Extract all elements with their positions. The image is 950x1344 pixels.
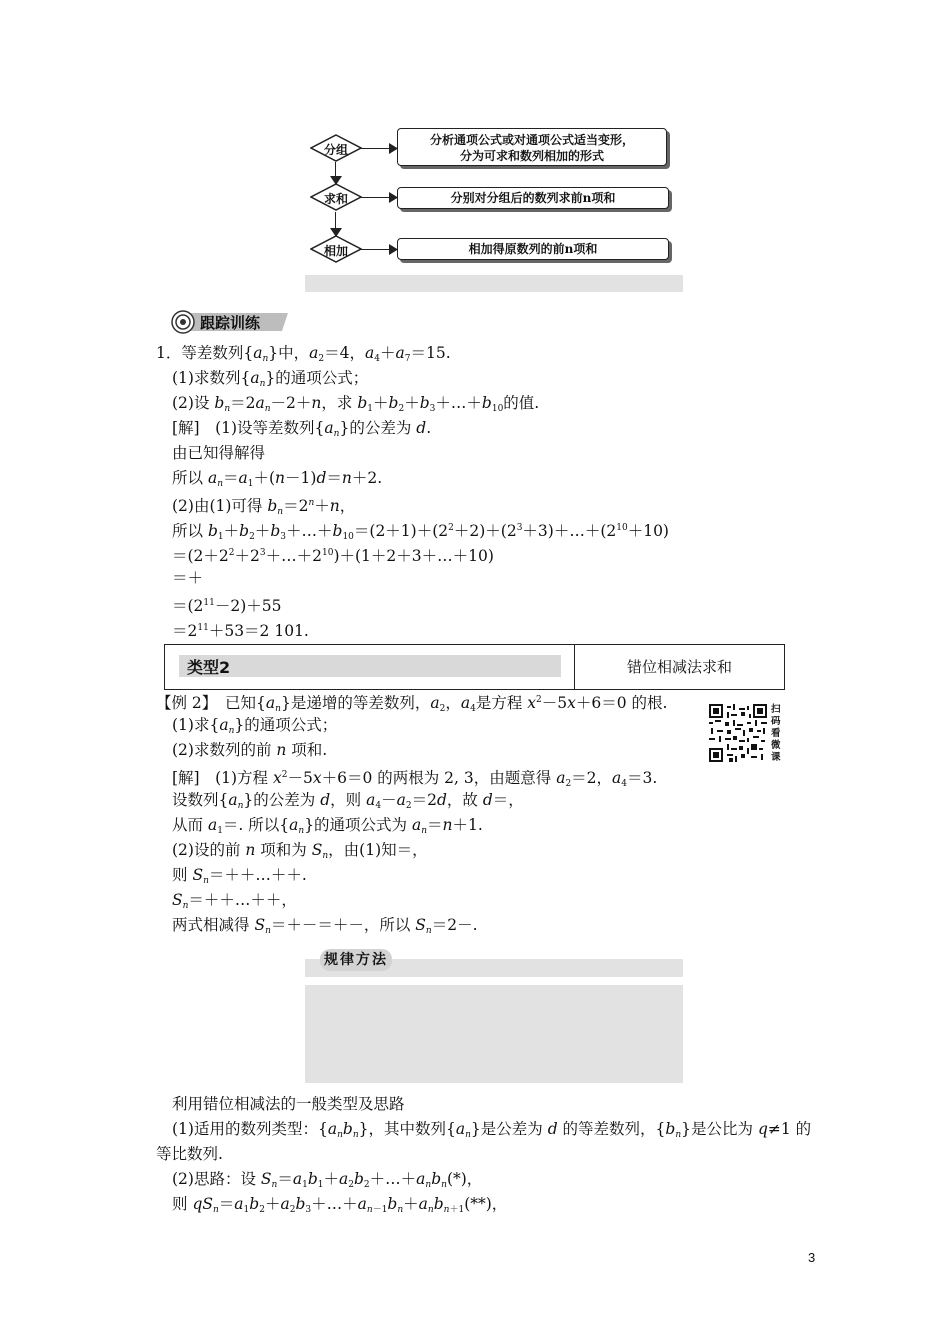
text-line: 等比数列.	[156, 1145, 223, 1163]
type2-title: 错位相减法求和	[626, 658, 732, 676]
flow-node-add	[310, 235, 362, 263]
flow-desc-line: 分析通项公式或对通项公式适当变形，	[429, 133, 634, 147]
flow-desc-box	[397, 238, 669, 260]
text-line: [解] (1)设等差数列$\{a_n\}$的公差为 d.	[172, 419, 432, 439]
text-line: 【例 2】 已知$\{a_n\}$是递增的等差数列，$a_2$，$a_4$是方程 $x^2-5x+6=0$ 的根.	[156, 694, 668, 714]
text-line: 两式相减得 $S_n=+-=+-$，所以 $S_n=2-$.	[172, 916, 478, 936]
flowchart-footer-bar	[305, 275, 683, 292]
page-number: 3	[808, 1250, 816, 1265]
type2-badge	[179, 655, 561, 677]
type2-header-table	[164, 644, 785, 690]
text-line: 从而 $a_1=$. 所以$\{a_n\}$的通项公式为 $a_n=n+1$.	[172, 816, 483, 836]
flow-node-label: 求和	[323, 192, 348, 206]
flow-desc-box	[397, 187, 669, 209]
text-line: (2)由(1)可得 $b_n=2^n+n$，	[172, 497, 356, 517]
flow-node-sum	[310, 183, 362, 211]
type2-header-left	[165, 645, 575, 689]
flow-node-label: 分组	[323, 143, 348, 157]
text-line: (2)求数列的前 n 项和.	[172, 741, 328, 759]
flow-desc-box	[397, 128, 667, 166]
text-line: [解] (1)方程 $x^2-5x+6=0$ 的两根为 2, 3，由题意得 $a_2=2$，$a_4=3$.	[172, 769, 658, 789]
text-line: 则 $S_n=++\dots++$.	[172, 866, 307, 886]
text-line: 则 $qS_n=a_1b_2+a_2b_3+\dots+a_{n-1}b_n+a_nb_{n+1}(**)$，	[172, 1195, 508, 1215]
text-line: $S_n=++\dots++$，	[172, 891, 297, 911]
track-training-title: 跟踪训练	[200, 314, 261, 332]
text-line: 所以 $b_1+b_2+b_3+\dots+b_{10}=(2+1)+(2^2+2)+(2^3+3)+\dots+(2^{10}+10)$	[172, 522, 669, 542]
method-title: 规律方法	[320, 949, 392, 971]
flow-desc-line: 相加得原数列的前n项和	[468, 242, 598, 256]
flow-node-group	[310, 134, 362, 162]
text-line: 由已知得解得	[172, 444, 266, 462]
text-line: (1)求数列$\{a_n\}$的通项公式；	[172, 369, 369, 389]
type2-badge-label: 类型2	[187, 658, 231, 677]
qr-caption: 扫码看微课	[771, 704, 781, 763]
text-line: 设数列$\{a_n\}$的公差为 d，则 $a_4-a_2=2d$，故 d＝，	[172, 791, 524, 811]
text-line: $=(2^{11}-2)+55$	[172, 597, 282, 615]
flow-desc-line: 分别对分组后的数列求前n项和	[450, 191, 616, 205]
flow-desc-line: 分为可求和数列相加的形式	[459, 149, 604, 163]
text-line: $=(2+2^2+2^3+\dots+2^{10})+(1+2+3+\dots+10)$	[172, 547, 494, 565]
text-line: (2)设的前 n 项和为 $S_n$，由(1)知＝，	[172, 841, 428, 861]
flow-node-label: 相加	[323, 244, 348, 258]
text-line: ＝＋	[172, 569, 204, 587]
qr-code-icon	[709, 704, 767, 762]
track-training-banner	[170, 309, 288, 335]
text-line: (1)适用的数列类型：$\{a_nb_n\}$，其中数列$\{a_n\}$是公差为 d 的等差数列，$\{b_n\}$是公比为 q≠1 的	[172, 1120, 812, 1140]
method-content-box	[305, 985, 683, 1083]
text-line: (2)设 $b_n=2a_n-2+n$，求 $b_1+b_2+b_3+\dots+b_{10}$的值.	[172, 394, 540, 414]
text-line: (1)求$\{a_n\}$的通项公式；	[172, 716, 338, 736]
text-line: 所以 $a_n=a_1+(n-1)d=n+2$.	[172, 469, 383, 489]
text-line: $=2^{11}+53=2$ 101.	[172, 622, 309, 640]
text-line: (2)思路：设 $S_n=a_1b_1+a_2b_2+\dots+a_nb_n(*)$，	[172, 1170, 483, 1190]
text-line: 1．等差数列$\{a_n\}$中，$a_2=4$，$a_4+a_7=15$.	[156, 344, 451, 364]
text-line: 利用错位相减法的一般类型及思路	[172, 1095, 405, 1113]
